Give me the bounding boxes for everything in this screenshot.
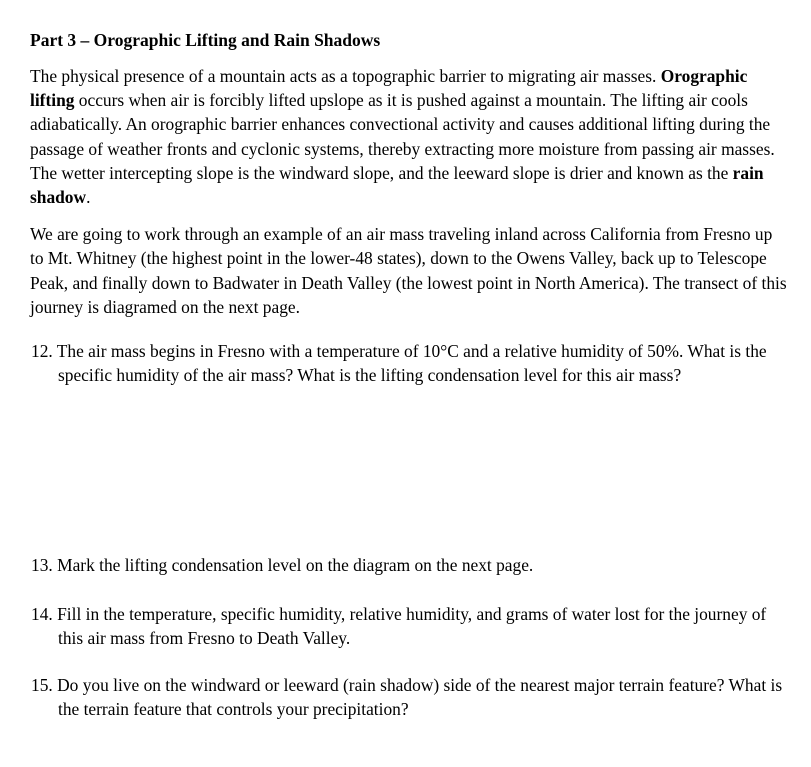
question-14 bbox=[31, 602, 788, 650]
question-text: The air mass begins in Fresno with a temperature of 10°C and a relative humidity of 50%. What is the specific humidity of the air mass? What is the lifting condensation level for this air mass? bbox=[56, 341, 767, 386]
section-title: Part 3 – Orographic Lifting and Rain Shadows bbox=[30, 30, 381, 50]
intro-paragraph bbox=[30, 64, 790, 209]
example-paragraph: We are going to work through an example of an air mass traveling inland across California from Fresno up to Mt. Whitney (the highest point in the lower-48 states), down to the Owens Valley, back up to Telescope Peak, and finally down to Badwater in Death Valley (the lowest point in North America). The transect of this journey is diagramed on the next page. bbox=[30, 224, 787, 317]
intro-text-2: occurs when air is forcibly lifted upslope as it is pushed against a mountain. The lifting air cools adiabatically. An orographic barrier enhances convectional activity and causes additional lifting during the passage of weather fronts and cyclonic systems, thereby extracting more moisture from passing air masses. The wetter intercepting slope is the windward slope, and the leeward slope is drier and known as the bbox=[30, 90, 775, 183]
term-rain-shadow: rain shadow bbox=[30, 162, 764, 208]
question-text: Fill in the temperature, specific humidity, relative humidity, and grams of water lost for the journey of this air mass from Fresno to Death Valley. bbox=[57, 604, 767, 649]
question-number: 13. bbox=[31, 555, 53, 575]
intro-text-1: The physical presence of a mountain acts as a topographic barrier to migrating air masses. bbox=[30, 66, 661, 86]
document-page bbox=[30, 28, 790, 319]
question-text: Do you live on the windward or leeward (rain shadow) side of the nearest major terrain feature? What is the terrain feature that controls your precipitation? bbox=[57, 675, 783, 720]
question-number: 15. bbox=[31, 675, 53, 695]
intro-text-3: . bbox=[86, 187, 91, 208]
term-orographic-lifting: Orographic lifting bbox=[30, 66, 748, 111]
question-number: 12. bbox=[31, 341, 53, 361]
question-12 bbox=[31, 339, 788, 387]
question-text: Mark the lifting condensation level on the diagram on the next page. bbox=[57, 555, 534, 575]
question-15 bbox=[31, 673, 788, 721]
question-number: 14. bbox=[31, 604, 53, 624]
question-13 bbox=[31, 553, 788, 577]
